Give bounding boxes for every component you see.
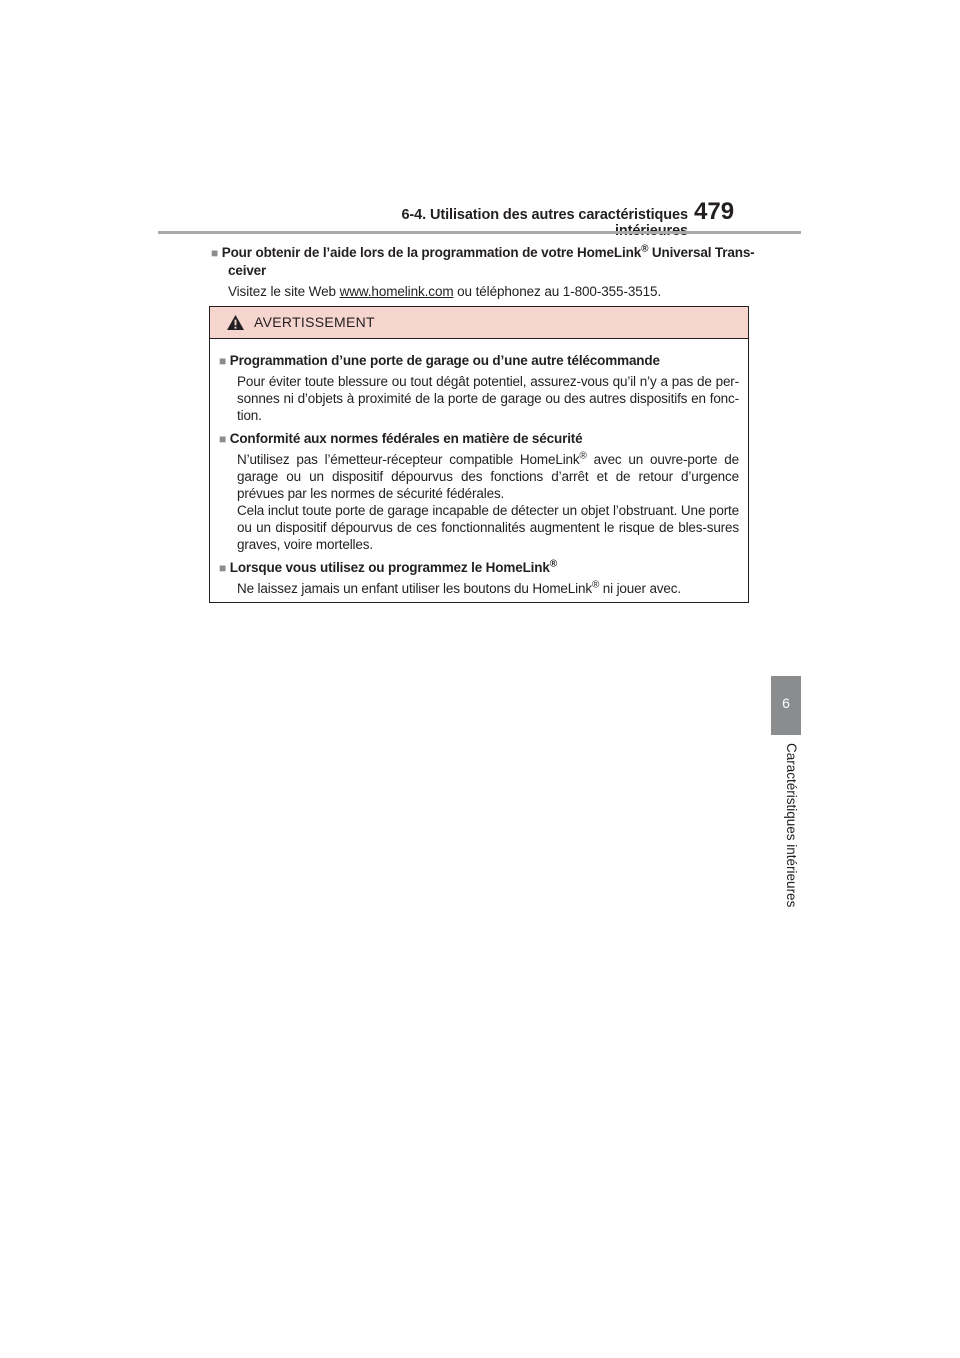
help-section bbox=[211, 244, 756, 301]
bullet-square: ■ bbox=[219, 561, 227, 575]
warning-title: AVERTISSEMENT bbox=[254, 314, 375, 330]
warning-item-title-text: Programmation d’une porte de garage ou d’une autre télécommande bbox=[229, 353, 660, 368]
registered-mark: ® bbox=[641, 243, 649, 255]
warning-item-text bbox=[219, 451, 739, 553]
warning-text-part: avec un ouvre-porte de garage ou un dispositif dépourvus des fonctions d’arrêt et de retour d’urgence prévues par les normes de sécurité fédérales. bbox=[237, 452, 739, 501]
help-body-phone: ou téléphonez au 1-800-355-3515. bbox=[453, 284, 662, 299]
header-rule bbox=[158, 231, 801, 234]
warning-item-title bbox=[219, 352, 739, 370]
warning-item-title bbox=[219, 559, 739, 577]
warning-item-title-text: Conformité aux normes fédérales en matière de sécurité bbox=[229, 431, 583, 446]
chapter-tab-label: Caractéristiques intérieures bbox=[784, 743, 799, 908]
warning-item-text: Pour éviter toute blessure ou tout dégât potentiel, assurez-vous qu’il n’y a pas de per-sonnes ni d’objets à proximité de la porte de garage ou des autres dispositifs en fonc-tion. bbox=[237, 374, 739, 423]
header-section-title: 6-4. Utilisation des autres caractéristiques bbox=[401, 207, 688, 223]
page-number: 479 bbox=[694, 198, 735, 225]
warning-text-part: Cela inclut toute porte de garage incapable de détecter un objet l’obstruant. Une porte ou un dispositif dépourvus de ces fonctionnalités augmentent le risque de bles-sures graves, voire mortelles. bbox=[237, 503, 739, 552]
warning-header bbox=[210, 307, 748, 339]
registered-mark: ® bbox=[591, 579, 600, 591]
warning-item-programming bbox=[219, 352, 739, 424]
help-heading-text-cont: Universal Trans- bbox=[648, 245, 755, 260]
help-heading-text: Pour obtenir de l’aide lors de la programmation de votre HomeLink bbox=[221, 245, 642, 260]
warning-item-title bbox=[219, 430, 739, 448]
warning-content bbox=[210, 339, 748, 597]
warning-item-child-safety bbox=[219, 559, 739, 597]
warning-item-text bbox=[219, 580, 739, 597]
help-section-body bbox=[211, 283, 756, 301]
help-heading-text-line2: ceiver bbox=[228, 263, 267, 278]
warning-text-part: ni jouer avec. bbox=[599, 581, 681, 596]
help-section-heading bbox=[211, 244, 756, 280]
bullet-square: ■ bbox=[219, 354, 227, 368]
help-body-text: Visitez le site Web bbox=[228, 284, 340, 299]
homelink-website-link[interactable]: www.homelink.com bbox=[339, 284, 454, 299]
warning-triangle-icon bbox=[226, 314, 245, 331]
bullet-square: ■ bbox=[211, 246, 219, 260]
registered-mark: ® bbox=[579, 450, 587, 462]
chapter-tab-number: 6 bbox=[771, 676, 801, 735]
warning-item-federal-standards bbox=[219, 430, 739, 553]
warning-text-part: Ne laissez jamais un enfant utiliser les boutons du HomeLink bbox=[237, 581, 592, 596]
warning-item-title-text: Lorsque vous utilisez ou programmez le HomeLink bbox=[229, 560, 550, 575]
registered-mark: ® bbox=[549, 558, 557, 570]
warning-box bbox=[209, 306, 749, 603]
bullet-square: ■ bbox=[219, 432, 227, 446]
warning-text-part: N’utilisez pas l’émetteur-récepteur compatible HomeLink bbox=[237, 452, 580, 467]
